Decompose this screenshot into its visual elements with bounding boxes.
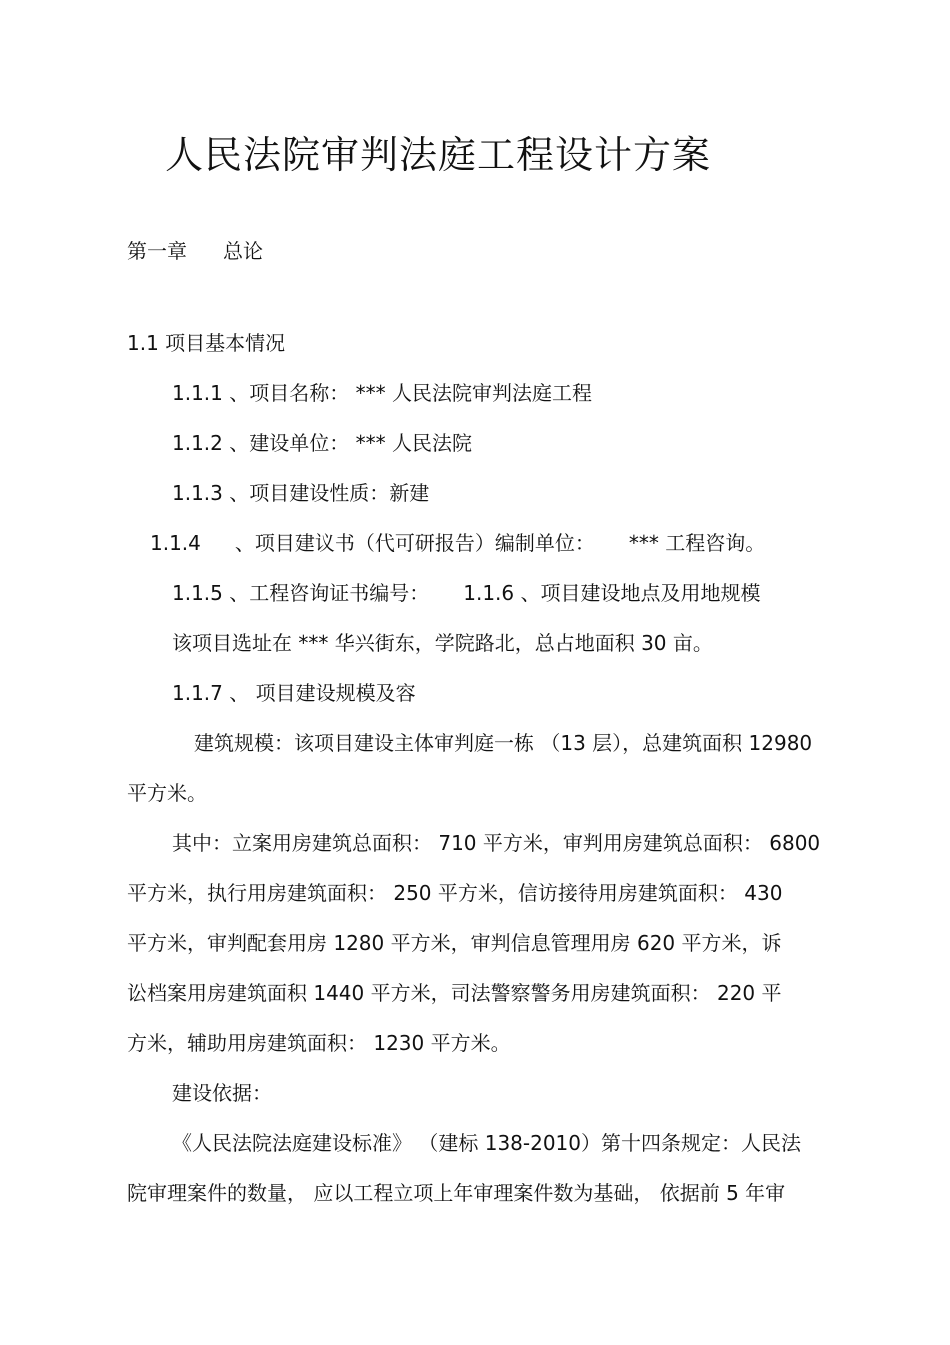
item-1-1-4-tail: *** 工程咨询。 bbox=[628, 531, 766, 555]
chapter-heading bbox=[127, 238, 263, 264]
detail-paragraph-line-1: 其中：立案用房建筑总面积： 710 平方米，审判用房建筑总面积： 6800 bbox=[172, 831, 821, 855]
item-1-1-4-text: 、项目建议书（代可研报告）编制单位： bbox=[234, 531, 595, 555]
chapter-name: 总论 bbox=[223, 239, 263, 263]
item-1-1-7: 1.1.7 、 项目建设规模及容 bbox=[172, 681, 416, 705]
chapter-number: 第一章 bbox=[127, 239, 187, 263]
item-1-1-5-line bbox=[172, 580, 761, 606]
basis-paragraph-line-2: 院审理案件的数量， 应以工程立项上年审理案件数为基础， 依据前 5 年审 bbox=[127, 1181, 786, 1205]
basis-heading: 建设依据： bbox=[172, 1081, 272, 1105]
item-1-1-4-number: 1.1.4 bbox=[150, 531, 201, 555]
item-1-1-4 bbox=[150, 530, 765, 556]
detail-paragraph-line-3: 平方米，审判配套用房 1280 平方米，审判信息管理用房 620 平方米，诉 bbox=[127, 931, 782, 955]
detail-paragraph-line-5: 方米，辅助用房建筑面积： 1230 平方米。 bbox=[127, 1031, 511, 1055]
section-heading-1-1: 1.1 项目基本情况 bbox=[127, 331, 286, 355]
scale-paragraph-line-1: 建筑规模：该项目建设主体审判庭一栋 （13 层），总建筑面积 12980 bbox=[194, 731, 813, 755]
detail-paragraph-line-2: 平方米，执行用房建筑面积： 250 平方米，信访接待用房建筑面积： 430 bbox=[127, 881, 783, 905]
detail-paragraph-line-4: 讼档案用房建筑面积 1440 平方米，司法警察警务用房建筑面积： 220 平 bbox=[127, 981, 782, 1005]
item-1-1-3: 1.1.3 、项目建设性质：新建 bbox=[172, 481, 430, 505]
item-1-1-5: 1.1.5 、工程咨询证书编号： bbox=[172, 581, 430, 605]
scale-paragraph-line-2: 平方米。 bbox=[127, 781, 207, 805]
item-1-1-6: 1.1.6 、项目建设地点及用地规模 bbox=[463, 581, 761, 605]
document-title: 人民法院审判法庭工程设计方案 bbox=[165, 133, 712, 177]
basis-paragraph-line-1: 《人民法院法庭建设标准》 （建标 138-2010）第十四条规定：人民法 bbox=[172, 1131, 802, 1155]
item-1-1-1: 1.1.1 、项目名称： *** 人民法院审判法庭工程 bbox=[172, 381, 592, 405]
item-1-1-2: 1.1.2 、建设单位： *** 人民法院 bbox=[172, 431, 472, 455]
site-description: 该项目选址在 *** 华兴街东，学院路北，总占地面积 30 亩。 bbox=[172, 631, 713, 655]
